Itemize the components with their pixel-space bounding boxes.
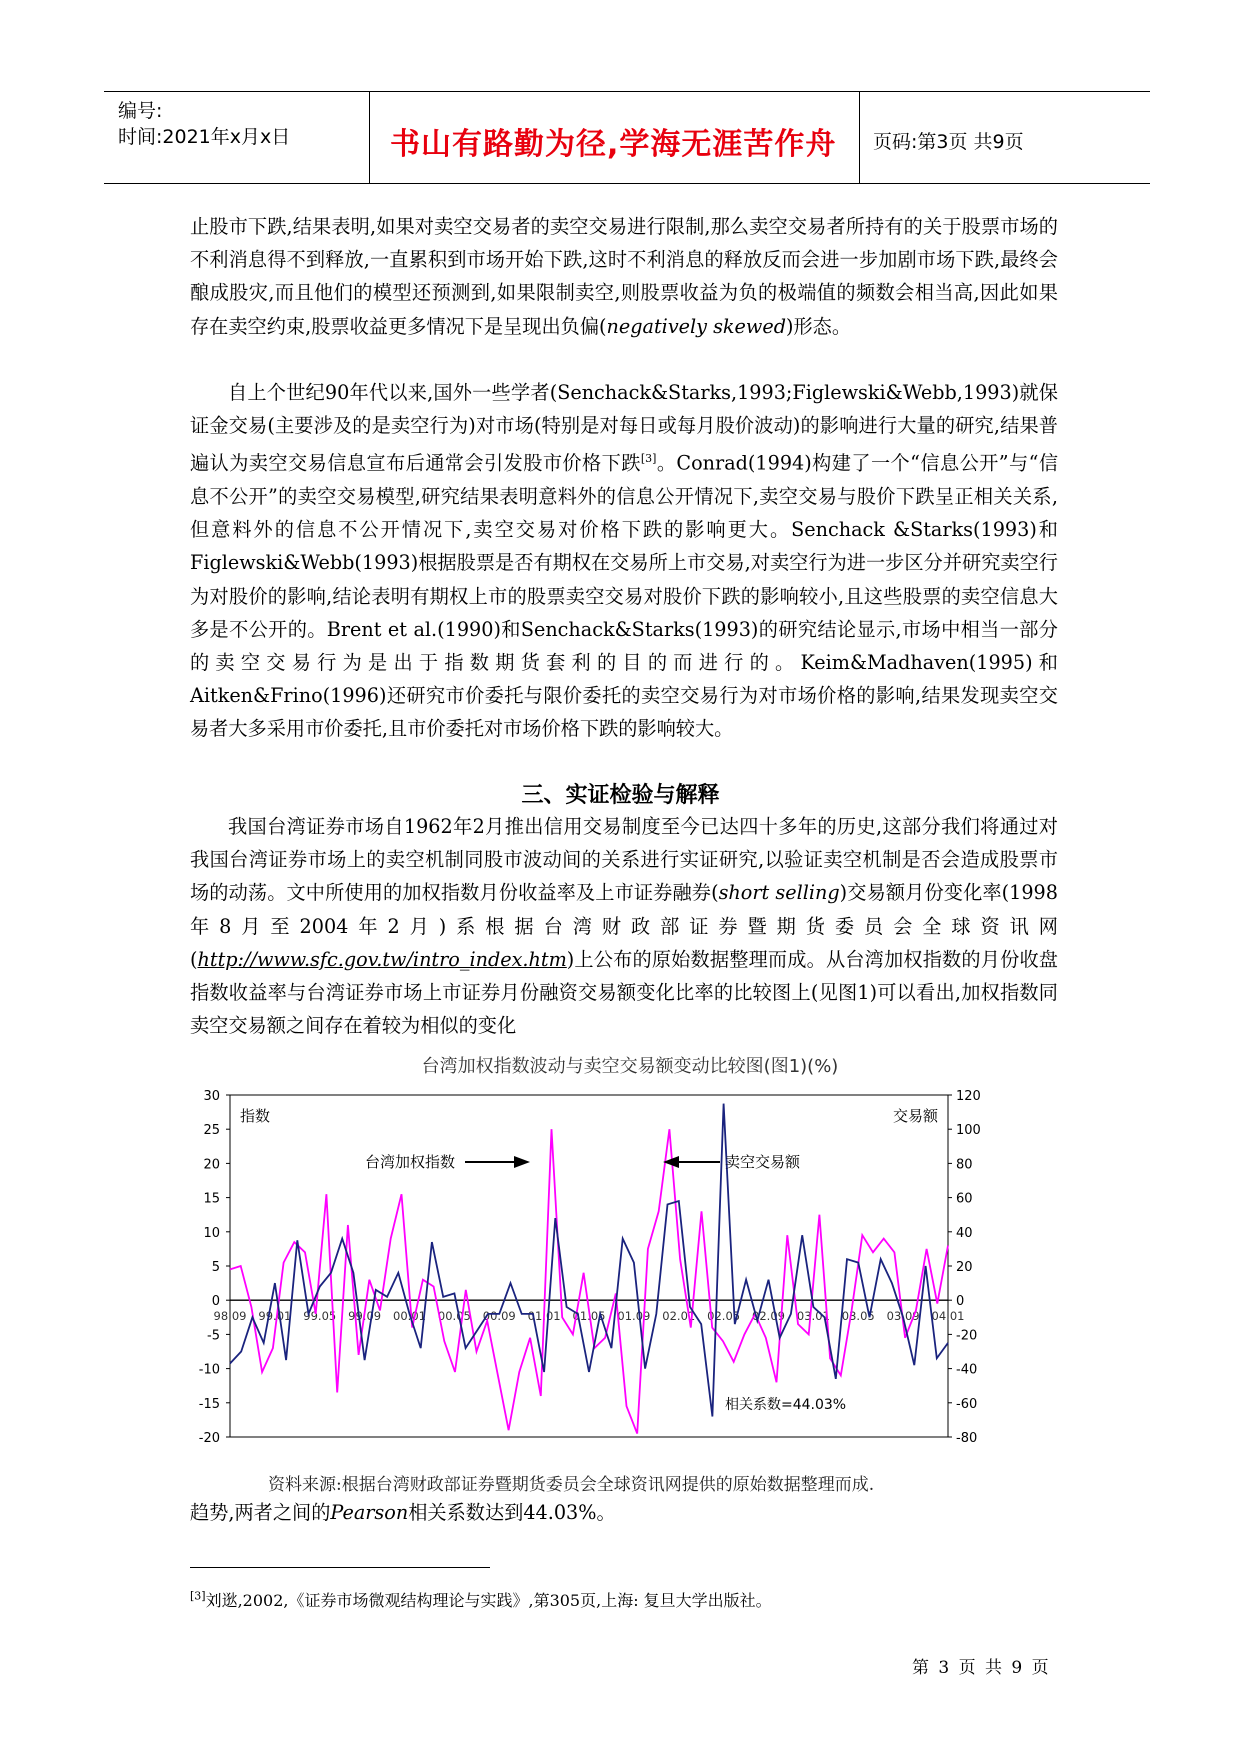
x-tick-label: 03.01 bbox=[796, 1309, 830, 1324]
chart-source-note: 资料来源:根据台湾财政部证券暨期货委员会全球资讯网提供的原始数据整理而成. bbox=[268, 1475, 875, 1495]
paragraph-1-end: )形态。 bbox=[785, 314, 852, 338]
source-url-link[interactable]: http://www.sfc.gov.tw/intro_index.htm bbox=[197, 947, 567, 971]
right-tick-label: 0 bbox=[956, 1294, 965, 1310]
right-axis-label: 交易额 bbox=[892, 1107, 938, 1125]
right-tick-label: -40 bbox=[956, 1362, 978, 1378]
index-arrow-label: 台湾加权指数 bbox=[365, 1153, 456, 1171]
continuation-text-b: 相关系数达到44.03%。 bbox=[408, 1501, 616, 1524]
correlation-label: 相关系数=44.03% bbox=[725, 1397, 847, 1413]
right-tick-label: 40 bbox=[956, 1225, 973, 1241]
chart-title: 台湾加权指数波动与卖空交易额变动比较图(图1)(%) bbox=[421, 1056, 839, 1077]
right-tick-label: -60 bbox=[956, 1396, 978, 1412]
header-bottom-rule bbox=[104, 183, 1150, 184]
x-tick-label: 02.05 bbox=[707, 1309, 741, 1324]
paragraph-1 bbox=[190, 210, 1058, 343]
header-divider-left bbox=[369, 91, 370, 183]
right-tick-label: 20 bbox=[956, 1260, 973, 1275]
paragraph-3-text-c: )上公布的原始数据整理而成。从台湾加权指数的月份收盘指数收益率与台湾证券市场上市证券月份融资交易额变化比率的比较图上(见图1)可以看出,加权指数同卖空交易额之间存在着较为相似的变化 bbox=[190, 947, 1058, 1038]
footnote-mark: [3] bbox=[190, 1589, 206, 1603]
x-tick-label: 03.05 bbox=[841, 1309, 875, 1324]
paragraph-3-continuation bbox=[190, 1498, 616, 1525]
x-tick-label: 99.09 bbox=[348, 1309, 382, 1324]
citation-3: [3] bbox=[640, 452, 657, 466]
paragraph-2 bbox=[190, 376, 1058, 746]
x-tick-label: 01.01 bbox=[527, 1309, 561, 1324]
header-top-rule bbox=[104, 91, 1150, 92]
left-tick-label: -15 bbox=[198, 1396, 220, 1412]
paragraph-1-italic: negatively skewed bbox=[606, 314, 786, 338]
footnote bbox=[190, 1588, 772, 1611]
x-tick-label: 02.09 bbox=[752, 1309, 785, 1324]
right-tick-label: -80 bbox=[956, 1431, 978, 1446]
short-selling-series-line bbox=[230, 1104, 948, 1417]
header-divider-right bbox=[859, 91, 860, 183]
short-arrow-label: 卖空交易额 bbox=[725, 1153, 801, 1171]
paragraph-3 bbox=[190, 810, 1058, 1042]
x-tick-label: 01.05 bbox=[572, 1309, 606, 1324]
section-title: 三、实证检验与解释 bbox=[521, 783, 720, 808]
paragraph-1-text: 止股市下跌,结果表明,如果对卖空交易者的卖空交易进行限制,那么卖空交易者所持有的关于股票市场的不利消息得不到释放,一直累积到市场开始下跌,这时不利消息的释放反而会进一步加剧市场下跌,最终会酿成股灾,而且他们的模型还预测到,如果限制卖空,则股票收益为负的极端值的频数会相当高,因此如果存在卖空约束,股票收益更多情况下是呈现出负偏( bbox=[190, 215, 1058, 338]
left-tick-label: -5 bbox=[207, 1328, 220, 1344]
pearson-italic: Pearson bbox=[330, 1501, 409, 1524]
header-motto: 书山有路勤为径,学海无涯苦作舟 bbox=[390, 127, 837, 162]
x-tick-label: 00.01 bbox=[393, 1309, 426, 1324]
header-time-label: 时间:2021年x月x日 bbox=[118, 126, 291, 148]
right-tick-label: 60 bbox=[956, 1191, 973, 1207]
footnote-text: 刘逖,2002,《证券市场微观结构理论与实践》,第305页,上海: 复旦大学出版社。 bbox=[205, 1591, 772, 1610]
continuation-text-a: 趋势,两者之间的 bbox=[190, 1501, 331, 1524]
paragraph-3-text-a: 我国台湾证券市场自1962年2月推出信用交易制度至今已达四十多年的历史,这部分我们将通过对我国台湾证券市场上的卖空机制同股市波动间的关系进行实证研究,以验证卖空机制是否会造成股票市场的动荡。文中所使用的加权指数月份收益率及上市证券融券( bbox=[190, 815, 1058, 905]
page-footer: 第 3 页 共 9 页 bbox=[912, 1658, 1049, 1678]
paragraph-2-rest: 。Conrad(1994)构建了一个“信息公开”与“信息不公开”的卖空交易模型,研究结果表明意料外的信息公开情况下,卖空交易与股价下跌呈正相关关系,但意料外的信息不公开情况下,卖空交易对价格下跌的影响更大。Senchack &Starks(1993)和Figlewski&Webb(1993)根据股票是否有期权在交易所上市交易,对卖空行为进一步区分并研究卖空行为对股价的影响,结论表明有期权上市的股票卖空交易对股价下跌的影响较小,且这些股票的卖空信息大多是不公开的。Brent et al.(1990)和Senchack&Starks(1993)的研究结论显示,市场中相当一部分的卖空交易行为是出于指数期货套利的目的而进行的。Keim&Madhaven(1995)和Aitken&Frino(1996)还研究市价委托与限价委托的卖空交易行为对市场价格的影响,结果发现卖空交易者大多采用市价委托,且市价委托对市场价格下跌的影响较大。 bbox=[190, 451, 1059, 741]
left-tick-label: -10 bbox=[198, 1362, 220, 1378]
footnote-rule bbox=[190, 1567, 490, 1568]
x-tick-label: 98.09 bbox=[213, 1309, 247, 1324]
left-axis-label: 指数 bbox=[240, 1107, 271, 1125]
x-tick-label: 99.01 bbox=[258, 1309, 292, 1324]
x-tick-label: 04.01 bbox=[931, 1309, 965, 1324]
right-tick-label: 100 bbox=[956, 1123, 981, 1139]
header-page-label: 页码:第3页 共9页 bbox=[873, 131, 1024, 153]
right-tick-label: 120 bbox=[956, 1089, 981, 1104]
right-tick-label: 80 bbox=[956, 1157, 973, 1173]
paragraph-3-text-b: )交易额月份变化率(1998年8月至2004年2月)系根据台湾财政部证券暨期货委员会全球资讯网( bbox=[190, 881, 1058, 971]
x-tick-label: 99.05 bbox=[303, 1309, 337, 1324]
index-series-line bbox=[230, 1129, 948, 1433]
x-tick-label: 00.09 bbox=[482, 1309, 516, 1324]
x-tick-label: 01.09 bbox=[617, 1309, 651, 1324]
comparison-line-chart bbox=[190, 1075, 990, 1455]
x-tick-label: 00.05 bbox=[437, 1309, 471, 1324]
header-number-label: 编号: bbox=[118, 100, 163, 122]
left-tick-label: 25 bbox=[203, 1123, 220, 1139]
paragraph-2-text: 自上个世纪90年代以来,国外一些学者(Senchack&Starks,1993;Figlewski&Webb,1993)就保证金交易(主要涉及的是卖空行为)对市场(特别是对每日或每月股价波动)的影响进行大量的研究,结果普遍认为卖空交易信息宣布后通常会引发股市价格下跌 bbox=[190, 381, 1058, 475]
left-tick-label: -20 bbox=[198, 1431, 220, 1446]
left-tick-label: 30 bbox=[203, 1089, 220, 1104]
left-tick-label: 10 bbox=[203, 1225, 220, 1241]
left-tick-label: 15 bbox=[203, 1191, 220, 1207]
paragraph-3-italic: short selling bbox=[718, 881, 840, 905]
left-tick-label: 0 bbox=[211, 1294, 220, 1310]
right-tick-label: -20 bbox=[956, 1328, 978, 1344]
x-tick-label: 02.01 bbox=[662, 1309, 696, 1324]
index-arrowhead bbox=[514, 1156, 530, 1168]
x-tick-label: 03.09 bbox=[886, 1309, 920, 1324]
left-tick-label: 5 bbox=[211, 1260, 220, 1275]
left-tick-label: 20 bbox=[203, 1157, 220, 1173]
